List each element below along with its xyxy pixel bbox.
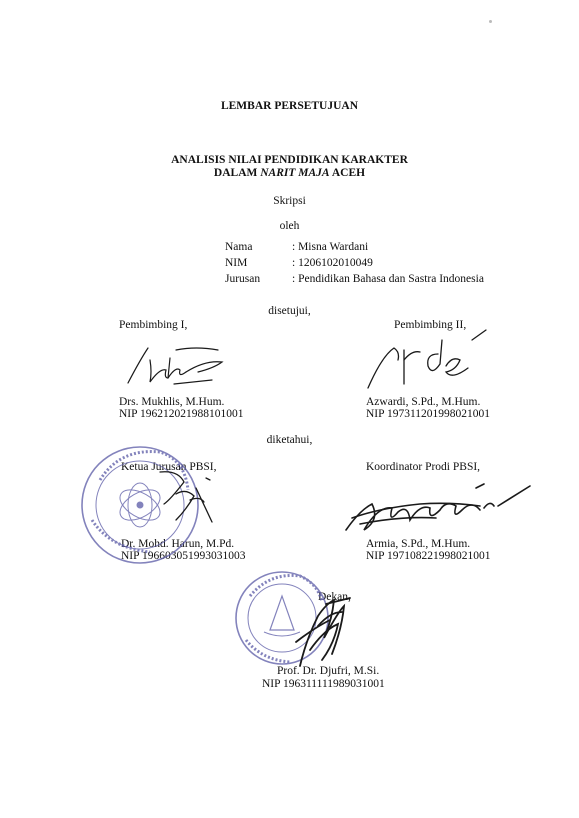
acknowledged-label: diketahui, (266, 434, 313, 446)
coordinator-name: Armia, S.Pd., M.Hum. (366, 538, 471, 550)
by-label: oleh (279, 220, 300, 232)
student-field-label: Nama (225, 241, 253, 253)
head-dept-name: Dr. Mohd. Harun, M.Pd. (121, 538, 235, 550)
advisor1-signature (128, 348, 222, 384)
advisor2-name: Azwardi, S.Pd., M.Hum. (366, 396, 481, 408)
dean-name: Prof. Dr. Djufri, M.Si. (277, 665, 380, 677)
advisor2-role: Pembimbing II, (394, 319, 467, 331)
department-stamp (82, 447, 198, 563)
student-field-value: : Misna Wardani (292, 241, 369, 253)
student-field-label: Jurusan (225, 273, 261, 285)
page-heading: LEMBAR PERSETUJUAN (220, 100, 359, 112)
coordinator-nip: NIP 197108221998021001 (366, 550, 491, 562)
advisor2-signature (368, 330, 486, 388)
advisor2-nip: NIP 197311201998021001 (366, 408, 491, 420)
dean-nip: NIP 196311111989031001 (262, 678, 385, 690)
advisor1-name: Drs. Mukhlis, M.Hum. (119, 396, 225, 408)
dean-stamp (236, 572, 328, 664)
student-field-label: NIM (225, 257, 248, 269)
dean-signature (296, 598, 350, 666)
coordinator-role: Koordinator Prodi PBSI, (366, 461, 481, 473)
coordinator-signature (346, 484, 530, 530)
student-field-value: : 1206102010049 (292, 257, 373, 269)
approved-label: disetujui, (268, 305, 311, 317)
head-dept-role: Ketua Jurusan PBSI, (121, 461, 217, 473)
dean-role: Dekan, (318, 591, 351, 603)
advisor1-nip: NIP 196212021988101001 (119, 408, 244, 420)
thesis-title-line1: ANALISIS NILAI PENDIDIKAN KARAKTER (171, 154, 408, 166)
thesis-title-line2: DALAM NARIT MAJA ACEH (213, 167, 366, 179)
document-type: Skripsi (273, 195, 306, 207)
advisor1-role: Pembimbing I, (119, 319, 188, 331)
student-field-value: : Pendidikan Bahasa dan Sastra Indonesia (292, 273, 484, 285)
head-dept-nip: NIP 196603051993031003 (121, 550, 246, 562)
